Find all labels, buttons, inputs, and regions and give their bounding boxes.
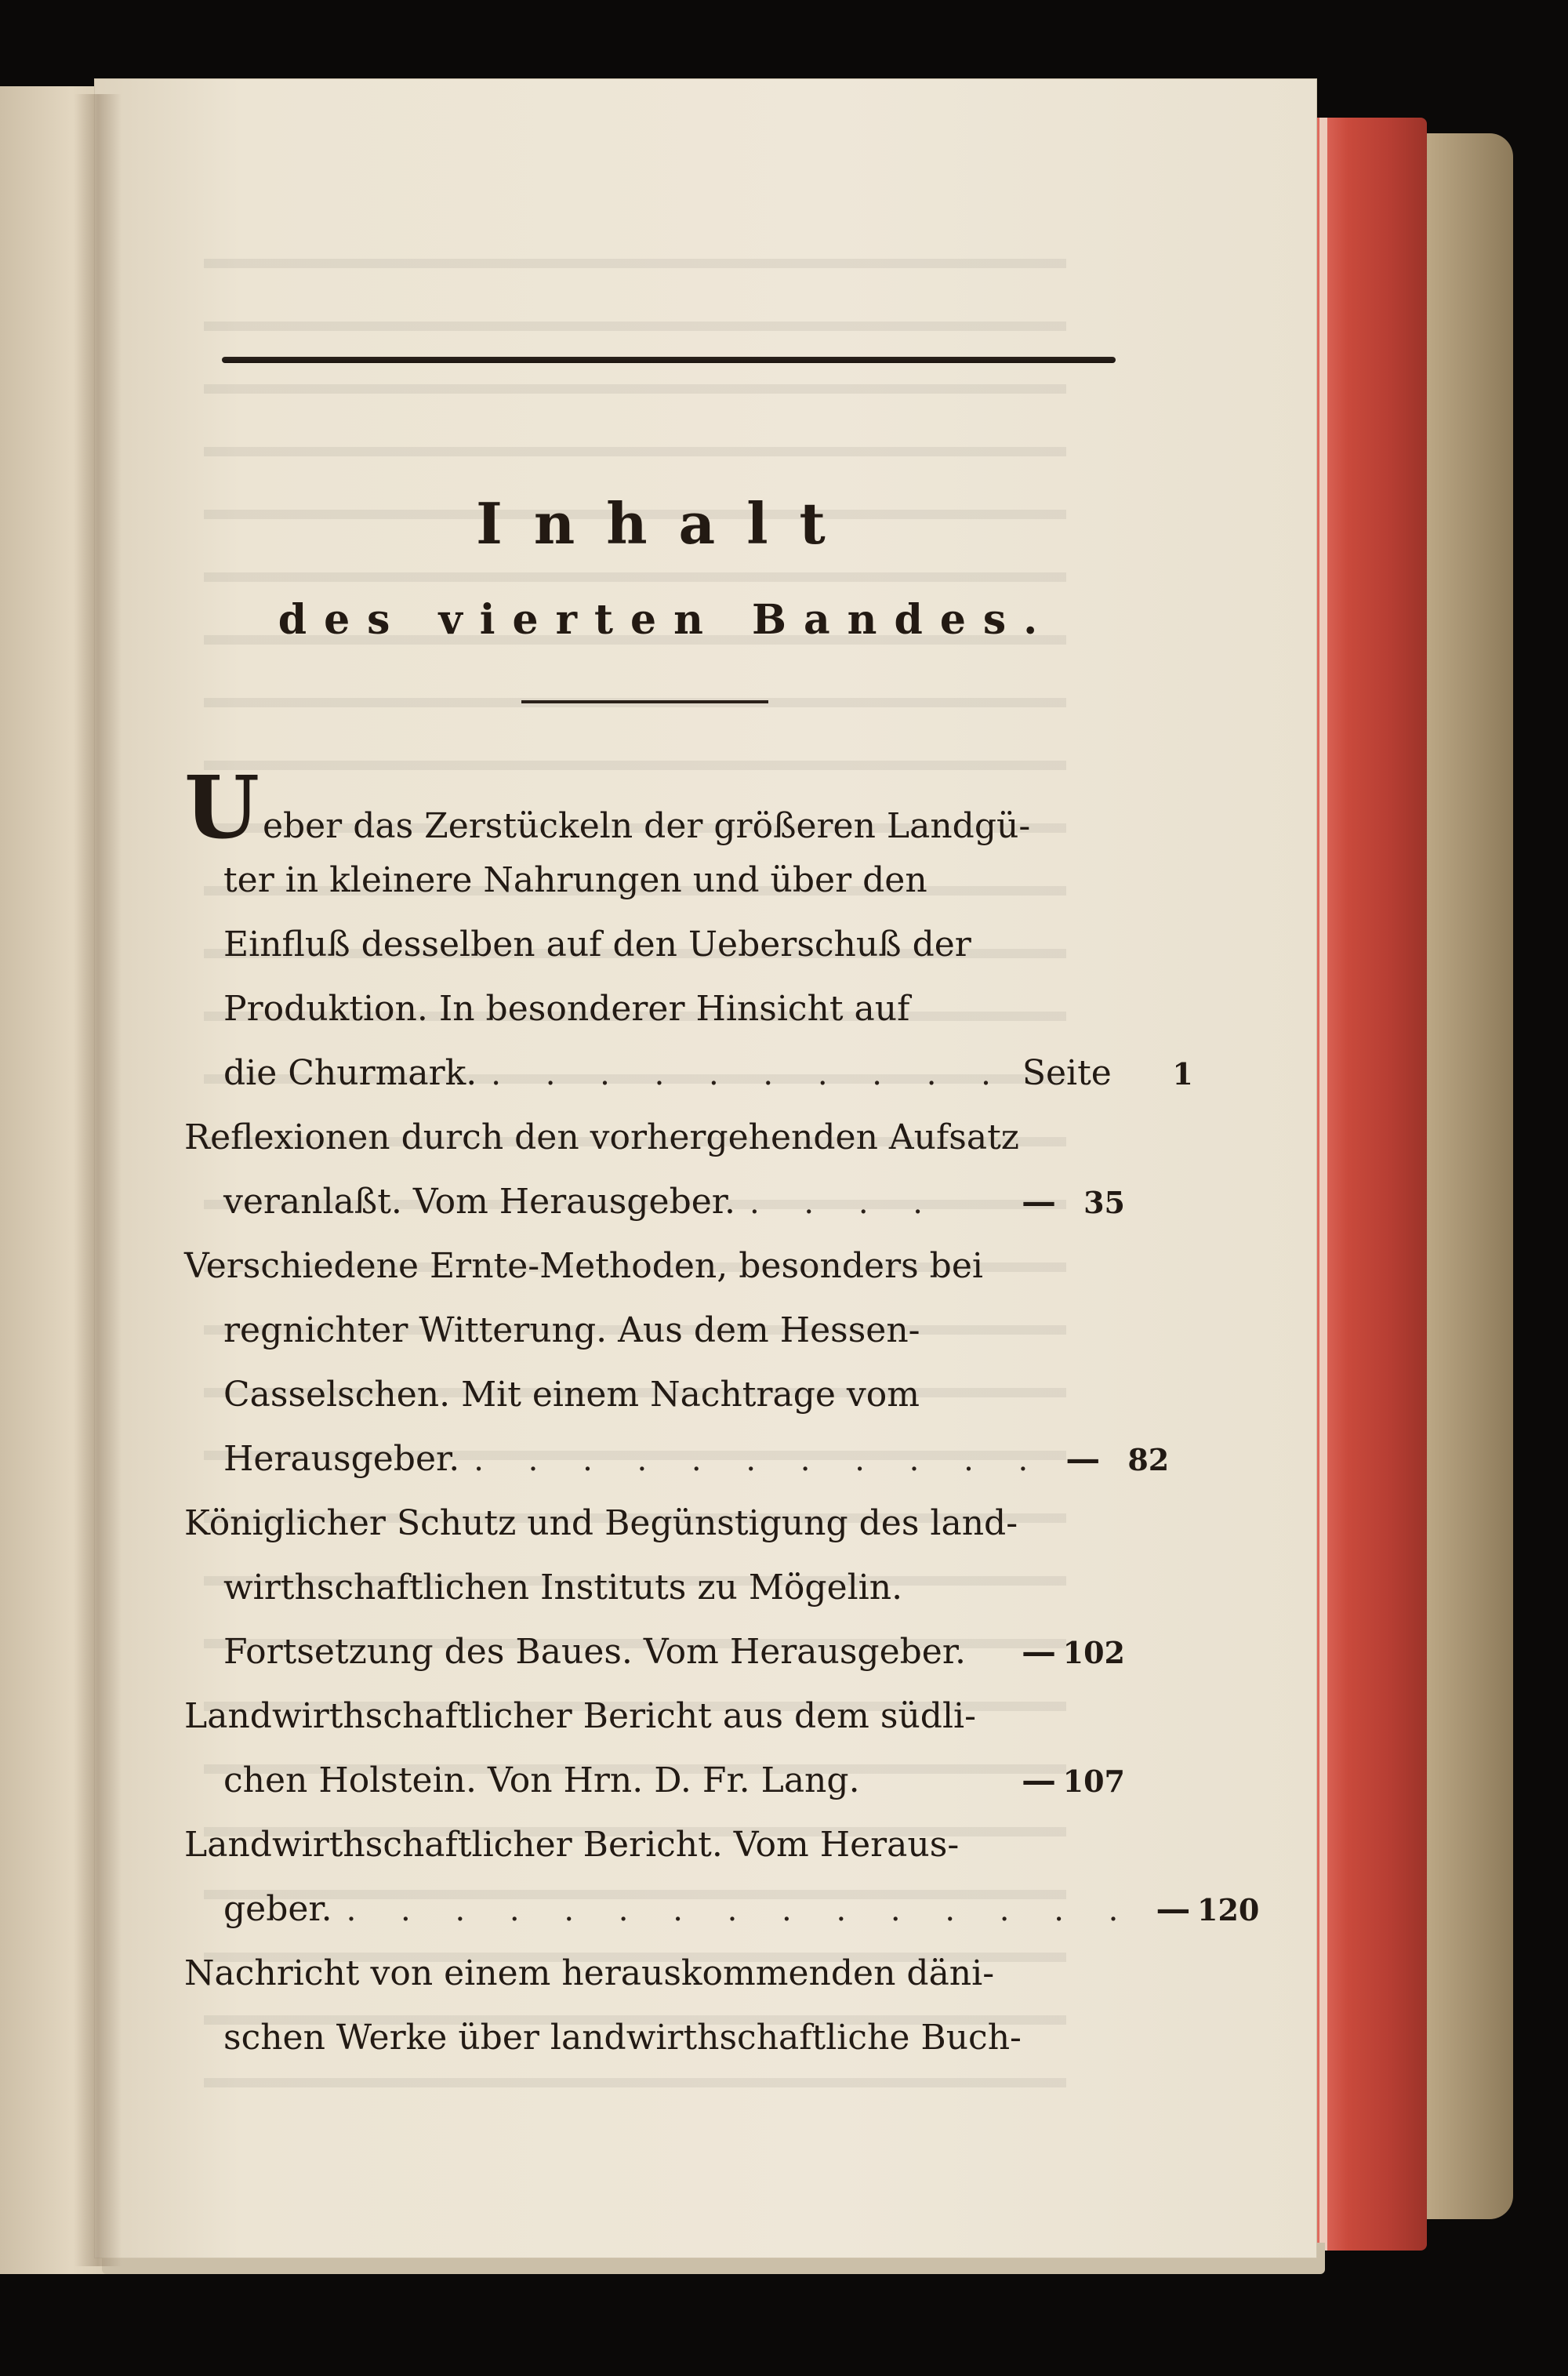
dash-marker: — [1022,1632,1056,1672]
leader-dots: . . . . . . . . . . . . . . . [346,1892,1136,1928]
toc-line: eber das Zerstückeln der größeren Landgü- [262,806,1031,846]
toc-line: Verschiedene Ernte-Methoden, besonders bei [184,1246,983,1286]
page-number: 102 [1062,1635,1125,1670]
page-number: 120 [1197,1892,1260,1927]
red-page-edges [1305,118,1427,2251]
dash-marker: — [1022,1182,1056,1222]
leader-dots: . . . . . . . . . . . [474,1442,1046,1478]
header-rule [222,357,1116,363]
toc-line: Fortsetzung des Baues. Vom Herausgeber. [223,1632,967,1672]
toc-entry [184,757,1193,1106]
toc-line: die Churmark. [223,1053,477,1093]
toc-line: regnichter Witterung. Aus dem Hessen- [223,1310,920,1350]
toc-entry [184,1491,1125,1684]
page-subtitle: des vierten Bandes. [278,596,1055,644]
toc-line: chen Holstein. Von Hrn. D. Fr. Lang. [223,1760,860,1800]
toc-line: ter in kleinere Nahrungen und über den [223,860,927,900]
page-gutter [74,94,122,2266]
toc-line: geber. [223,1889,332,1929]
dash-marker: — [1022,1760,1056,1800]
toc-line: Casselschen. Mit einem Nachtrage vom [223,1375,920,1415]
toc-line: Landwirthschaftlicher Bericht aus dem südli- [184,1696,976,1736]
leader-dots: . . . . [749,1185,940,1221]
dash-marker: — [1156,1889,1191,1929]
toc-line: Nachricht von einem herauskommenden däni- [184,1953,995,1993]
toc-entry [184,1234,1170,1491]
page-number: 107 [1062,1764,1125,1799]
table-of-contents [184,757,1260,2070]
toc-entry [184,1106,1125,1234]
toc-line: wirthschaftlichen Instituts zu Mögelin. [223,1568,903,1608]
toc-entry [184,1813,1260,1942]
toc-line: Herausgeber. [223,1439,460,1479]
leader-dots: . . . . . . . . . . [491,1056,1008,1092]
toc-entry [184,1684,1125,1813]
page-number: 35 [1083,1185,1125,1220]
title-divider [521,700,768,703]
page-number: 82 [1127,1442,1170,1477]
page-label: Seite [1022,1053,1112,1093]
toc-line: schen Werke über landwirthschaftliche Buch- [223,2018,1022,2058]
toc-entry [184,1942,1125,2070]
dash-marker: — [1065,1439,1101,1479]
toc-line: veranlaßt. Vom Herausgeber. [223,1182,735,1222]
page-title: Inhalt [476,490,857,557]
toc-line: Einfluß desselben auf den Ueberschuß der [223,925,971,965]
toc-line: Reflexionen durch den vorhergehenden Aufsatz [184,1117,1019,1157]
toc-line: Königlicher Schutz und Begünstigung des land- [184,1503,1018,1543]
toc-line: Produktion. In besonderer Hinsicht auf [223,989,910,1029]
page-number: 1 [1172,1056,1193,1092]
initial-letter: U [184,757,260,858]
toc-line: Landwirthschaftlicher Bericht. Vom Heraus- [184,1825,960,1865]
